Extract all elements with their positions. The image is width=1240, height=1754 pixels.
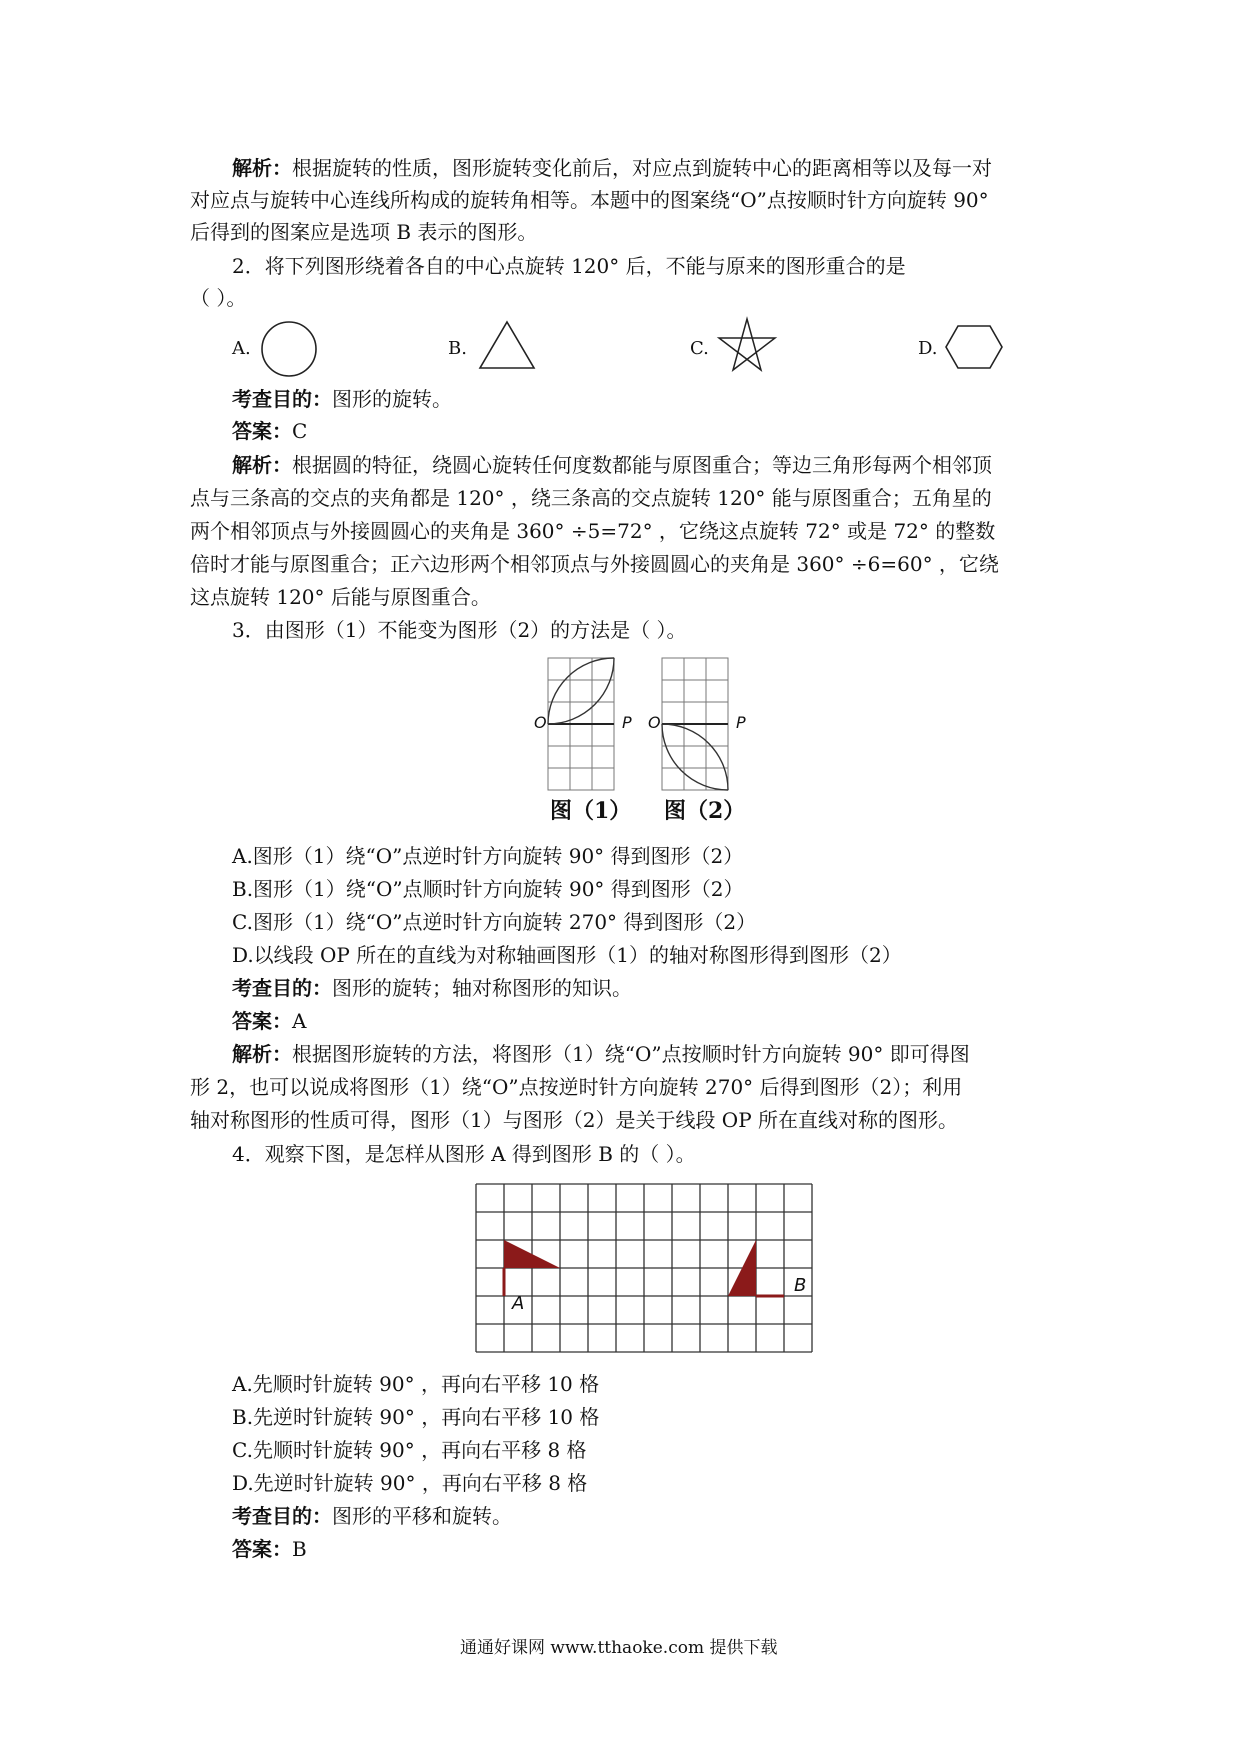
answer-label: 答案： <box>232 1537 292 1561</box>
shape-a-label: A <box>512 1293 525 1314</box>
answer-text: B <box>292 1537 307 1561</box>
question-2-blank: （ ）。 <box>190 286 247 310</box>
analysis-text: 根据旋转的性质，图形旋转变化前后，对应点到旋转中心的距离相等以及每一对 <box>292 156 992 180</box>
question-2-stem: 2．将下列图形绕着各自的中心点旋转 120° 后，不能与原来的图形重合的是 <box>232 254 906 278</box>
analysis-text: 根据图形旋转的方法，将图形（1）绕“O”点按顺时针方向旋转 90° 即可得图 <box>292 1042 970 1066</box>
q4-purpose <box>232 1502 512 1530</box>
q2-analysis <box>232 451 992 479</box>
q3-analysis <box>232 1040 970 1068</box>
purpose-label: 考查目的： <box>232 976 332 1000</box>
triangle-icon <box>476 318 538 372</box>
q3-option-d: D.以线段 OP 所在的直线为对称轴画图形（1）的轴对称图形得到图形（2） <box>232 943 902 967</box>
figure-1-grid <box>548 658 618 792</box>
q3-option-b: B.图形（1）绕“O”点顺时针方向旋转 90° 得到图形（2） <box>232 877 744 901</box>
analysis-line: 轴对称图形的性质可得，图形（1）与图形（2）是关于线段 OP 所在直线对称的图形。 <box>190 1108 959 1132</box>
option-b-label: B. <box>448 338 467 359</box>
q4-option-c: C.先顺时针旋转 90° ，再向右平移 8 格 <box>232 1438 587 1462</box>
q4-option-d: D.先逆时针旋转 90° ，再向右平移 8 格 <box>232 1471 588 1495</box>
figure-1-caption: 图（1） <box>550 798 632 824</box>
analysis-line: 两个相邻顶点与外接圆圆心的夹角是 360° ÷5=72° ，它绕这点旋转 72° 或是 72° 的整数 <box>190 519 996 543</box>
point-o-label: O <box>534 713 547 732</box>
purpose-text: 图形的平移和旋转。 <box>332 1504 512 1528</box>
option-c-label: C. <box>690 338 709 359</box>
q4-answer <box>232 1535 307 1563</box>
point-o-label: O <box>648 713 661 732</box>
point-p-label: P <box>736 713 746 732</box>
analysis-label: 解析： <box>232 453 292 477</box>
shape-b-label: B <box>794 1275 807 1296</box>
analysis-line: 倍时才能与原图重合；正六边形两个相邻顶点与外接圆圆心的夹角是 360° ÷6=60° ，它绕 <box>190 552 999 576</box>
page-footer: 通通好课网 www.tthaoke.com 提供下载 <box>460 1638 778 1658</box>
q3-option-a: A.图形（1）绕“O”点逆时针方向旋转 90° 得到图形（2） <box>232 844 744 868</box>
q4-option-b: B.先逆时针旋转 90° ，再向右平移 10 格 <box>232 1405 600 1429</box>
option-a-label: A. <box>232 338 251 359</box>
question-3-stem: 3．由图形（1）不能变为图形（2）的方法是（ ）。 <box>232 618 687 642</box>
figure-2-caption: 图（2） <box>664 798 746 824</box>
answer-label: 答案： <box>232 1009 292 1033</box>
hexagon-icon <box>944 322 1004 372</box>
translation-grid <box>476 1184 816 1356</box>
point-p-label: P <box>622 713 632 732</box>
figure-2-grid <box>662 658 732 792</box>
q3-purpose <box>232 974 632 1002</box>
q2-purpose <box>232 385 452 413</box>
analysis-text: 根据圆的特征，绕圆心旋转任何度数都能与原图重合；等边三角形每两个相邻顶 <box>292 453 992 477</box>
answer-text: A <box>292 1009 307 1033</box>
analysis-line: 后得到的图案应是选项 B 表示的图形。 <box>190 220 538 244</box>
purpose-text: 图形的旋转；轴对称图形的知识。 <box>332 976 632 1000</box>
analysis-line: 点与三条高的交点的夹角都是 120° ，绕三条高的交点旋转 120° 能与原图重合；五角星的 <box>190 486 992 510</box>
star-icon <box>716 316 778 376</box>
analysis-paragraph-1 <box>232 154 992 182</box>
q3-option-c: C.图形（1）绕“O”点逆时针方向旋转 270° 得到图形（2） <box>232 910 757 934</box>
q2-answer <box>232 417 307 445</box>
purpose-label: 考查目的： <box>232 1504 332 1528</box>
analysis-label: 解析： <box>232 1042 292 1066</box>
answer-text: C <box>292 419 308 443</box>
answer-label: 答案： <box>232 419 292 443</box>
q4-option-a: A.先顺时针旋转 90° ，再向右平移 10 格 <box>232 1372 600 1396</box>
question-4-stem: 4．观察下图，是怎样从图形 A 得到图形 B 的（ ）。 <box>232 1142 696 1166</box>
analysis-line: 形 2，也可以说成将图形（1）绕“O”点按逆时针方向旋转 270° 后得到图形（2）；利用 <box>190 1075 963 1099</box>
circle-icon <box>258 318 320 380</box>
analysis-line: 对应点与旋转中心连线所构成的旋转角相等。本题中的图案绕“O”点按顺时针方向旋转 90° <box>190 188 989 212</box>
q3-answer <box>232 1007 306 1035</box>
option-d-label: D. <box>918 338 938 359</box>
analysis-line: 这点旋转 120° 后能与原图重合。 <box>190 585 491 609</box>
analysis-label: 解析： <box>232 156 292 180</box>
purpose-text: 图形的旋转。 <box>332 387 452 411</box>
purpose-label: 考查目的： <box>232 387 332 411</box>
